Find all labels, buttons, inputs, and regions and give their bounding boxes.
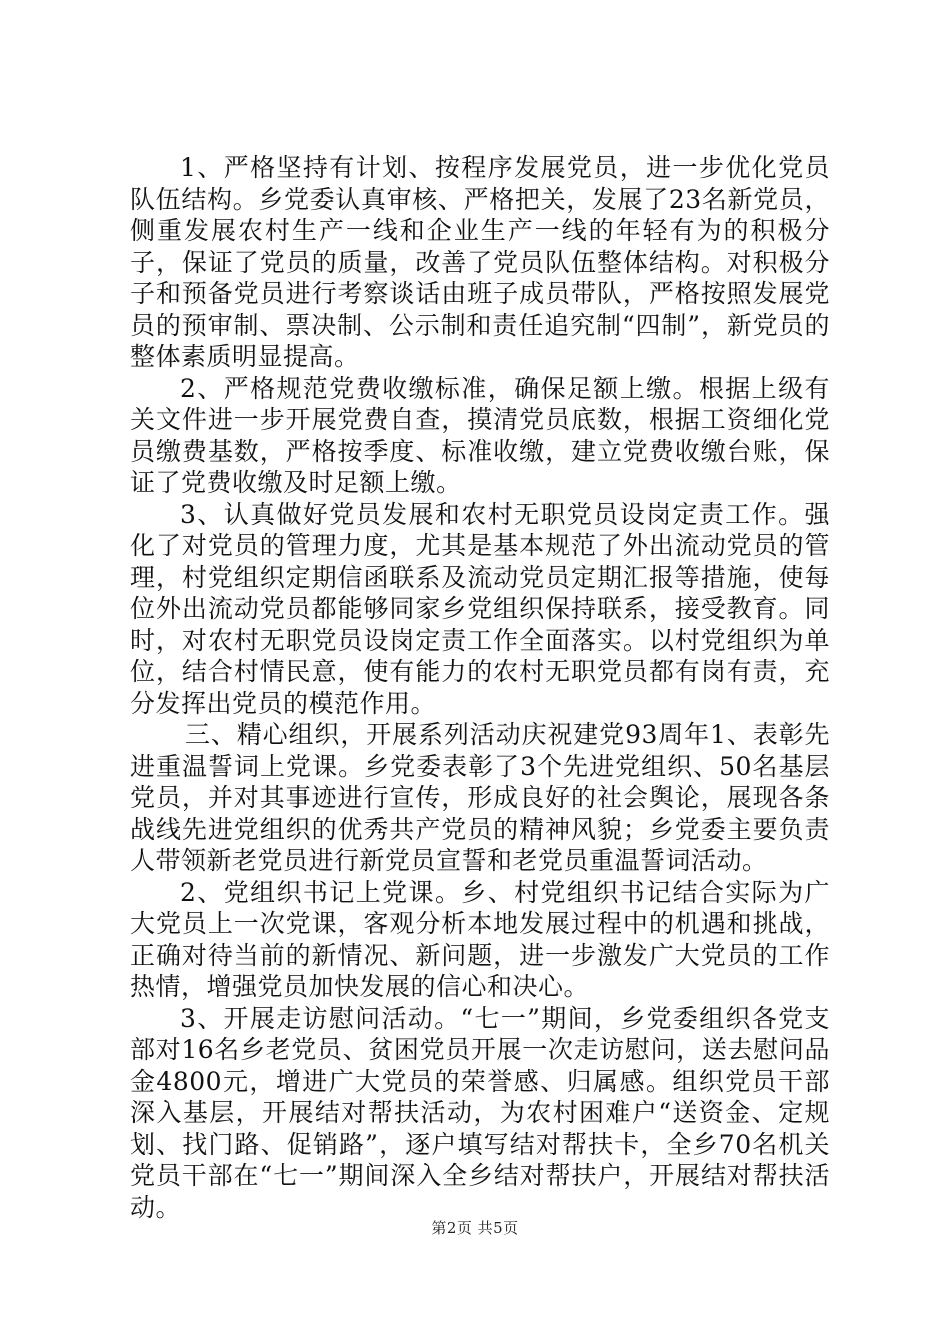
paragraph-3: 3、认真做好党员发展和农村无职党员设岗定责工作。强化了对党员的管理力度，尤其是基本规范了外出流动党员的管理，村党组织定期信函联系及流动党员定期汇报等措施，使每位外出流动党员都能够同家乡党组织保持联系，接受教育。同时，对农村无职党员设岗定责工作全面落实。以村党组织为单位，结合村情民意，使有能力的农村无职党员都有岗有责，充分发挥出党员的模范作用。 [130,499,830,718]
page-number-footer: 第2页 共5页 [431,1219,519,1237]
paragraph-2: 2、严格规范党费收缴标准，确保足额上缴。根据上级有关文件进一步开展党费自查，摸清党员底数，根据工资细化党员缴费基数，严格按季度、标准收缴，建立党费收缴台账，保证了党费收缴及时足额上缴。 [130,373,830,497]
paragraph-1: 1、严格坚持有计划、按程序发展党员，进一步优化党员队伍结构。乡党委认真审核、严格把关，发展了23名新党员，侧重发展农村生产一线和企业生产一线的年轻有为的积极分子，保证了党员的质量，改善了党员队伍整体结构。对积极分子和预备党员进行考察谈话由班子成员带队，严格按照发展党员的预审制、票决制、公示制和责任追究制“四制”，新党员的整体素质明显提高。 [130,153,830,371]
paragraph-5: 2、党组织书记上党课。乡、村党组织书记结合实际为广大党员上一次党课，客观分析本地发展过程中的机遇和挑战，正确对待当前的新情况、新问题，进一步激发广大党员的工作热情，增强党员加快发展的信心和决心。 [130,877,830,1001]
document-body [130,152,830,1223]
paragraph-6: 3、开展走访慰问活动。“七一”期间，乡党委组织各党支部对16名乡老党员、贫困党员开展一次走访慰问，送去慰问品金4800元，增进广大党员的荣誉感、归属感。组织党员干部深入基层，开展结对帮扶活动，为农村困难户“送资金、定规划、找门路、促销路”，逐户填写结对帮扶卡，全乡70名机关党员干部在“七一”期间深入全乡结对帮扶户，开展结对帮扶活动。 [130,1003,830,1222]
paragraph-4-section-heading: 三、精心组织，开展系列活动庆祝建党93周年1、表彰先进重温誓词上党课。乡党委表彰了3个先进党组织、50名基层党员，并对其事迹进行宣传，形成良好的社会舆论，展现各条战线先进党组织的优秀共产党员的精神风貌；乡党委主要负责人带领新老党员进行新党员宣誓和老党员重温誓词活动。 [130,720,830,875]
